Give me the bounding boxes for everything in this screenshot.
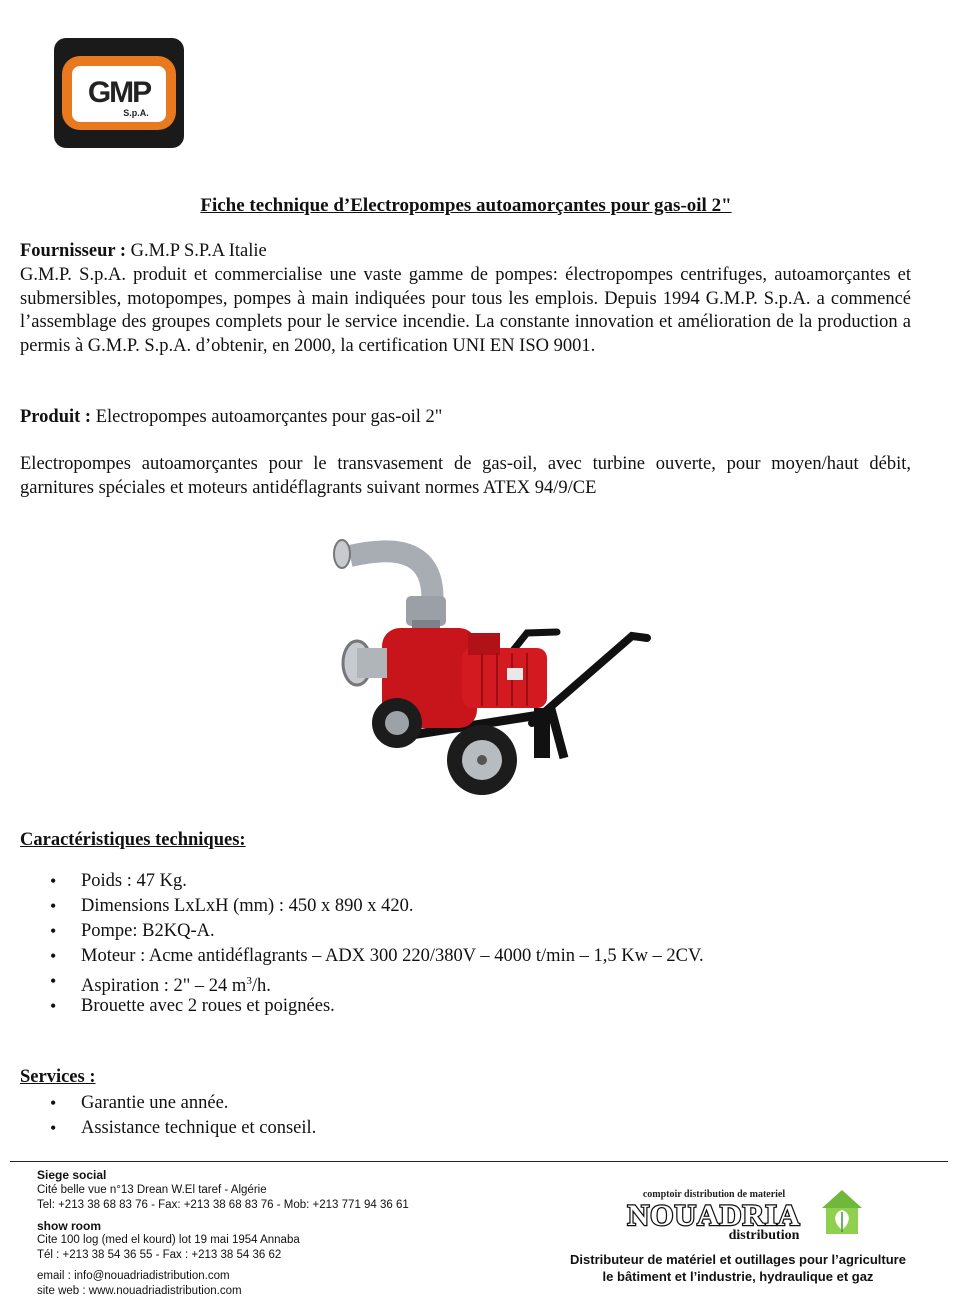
product-label: Produit : (20, 407, 92, 427)
specs-list (20, 869, 704, 1019)
list-item (20, 969, 704, 997)
tagline-line-2: le bâtiment et l’industrie, hydraulique et gaz (602, 1269, 874, 1284)
supplier-line (20, 240, 911, 264)
brand-name: NOUADRIA (627, 1199, 801, 1232)
product-value: Electropompes autoamorçantes pour gas-oil 2" (95, 407, 443, 427)
house-leaf-icon (822, 1190, 862, 1234)
brand-sub: distribution (728, 1228, 800, 1243)
siege-address: Cité belle vue n°13 Drean W.El taref - Algérie (37, 1184, 267, 1196)
footer-divider (10, 1161, 948, 1162)
brand-top: comptoir distribution de materiel (642, 1189, 786, 1200)
logo-text: GMP (87, 76, 151, 109)
logo-subtext: S.p.A. (123, 108, 149, 118)
aspiration-prefix: Aspiration : 2" – 24 m (81, 976, 247, 997)
list-item: • Dimensions LxLxH (mm) : 450 x 890 x 420. (20, 894, 704, 919)
supplier-label: Fournisseur : (20, 241, 127, 261)
siege-phones: Tel: +213 38 68 83 76 - Fax: +213 38 68 83 76 - Mob: +213 771 94 36 61 (37, 1199, 409, 1211)
page-title: Fiche technique d’Electropompes autoamorçantes pour gas-oil 2" (200, 195, 732, 216)
showroom-phones: Tél : +213 38 54 36 55 - Fax : +213 38 54 36 62 (37, 1249, 282, 1261)
list-item: • Garantie une année. (20, 1091, 316, 1116)
services-list (20, 1091, 316, 1141)
product-description: Electropompes autoamorçantes pour le transvasement de gas-oil, avec turbine ouverte, pour moyen/haut débit, garnitures spéciales et moteurs antidéflagrants suivant normes ATEX 94/9/CE (20, 454, 911, 498)
list-item: • Assistance technique et conseil. (20, 1116, 316, 1141)
showroom-address: Cite 100 log (med el kourd) lot 19 mai 1954 Annaba (37, 1234, 300, 1246)
nouadria-logo (614, 1186, 864, 1246)
list-item: • Pompe: B2KQ-A. (20, 919, 704, 944)
showroom-label: show room (37, 1219, 102, 1233)
list-item: • Moteur : Acme antidéflagrants – ADX 300 220/380V – 4000 t/min – 1,5 Kw – 2CV. (20, 944, 704, 969)
product-line (20, 406, 911, 430)
tagline-line-1: Distributeur de matériel et outillages pour l’agriculture (570, 1252, 906, 1267)
siege-label: Siege social (37, 1168, 107, 1182)
supplier-description: G.M.P. S.p.A. produit et commercialise une vaste gamme de pompes: électropompes centrifuges, autoamorçantes et submersibles, motopompes, pompes à main indiquées pour tous les emplois. Depuis 1994 G.M.P. S.p.A. a commencé l’assemblage des groupes complets pour le service incendie. La constante innovation et amélioration de la production a permis à G.M.P. S.p.A. d’obtenir, en 2000, la certification UNI EN ISO 9001. (20, 265, 911, 356)
aspiration-suffix: /h. (251, 976, 271, 997)
pump-image (312, 508, 652, 808)
supplier-value: G.M.P S.P.A Italie (130, 241, 267, 261)
list-item: • Brouette avec 2 roues et poignées. (20, 994, 704, 1019)
list-item: • Poids : 47 Kg. (20, 869, 704, 894)
services-heading: Services : (20, 1067, 96, 1087)
aspiration-sup: 3 (246, 975, 252, 987)
gmp-logo (54, 38, 184, 148)
contact-website[interactable]: site web : www.nouadriadistribution.com (37, 1285, 242, 1297)
contact-email[interactable]: email : info@nouadriadistribution.com (37, 1270, 230, 1282)
specs-heading: Caractéristiques techniques: (20, 830, 246, 850)
